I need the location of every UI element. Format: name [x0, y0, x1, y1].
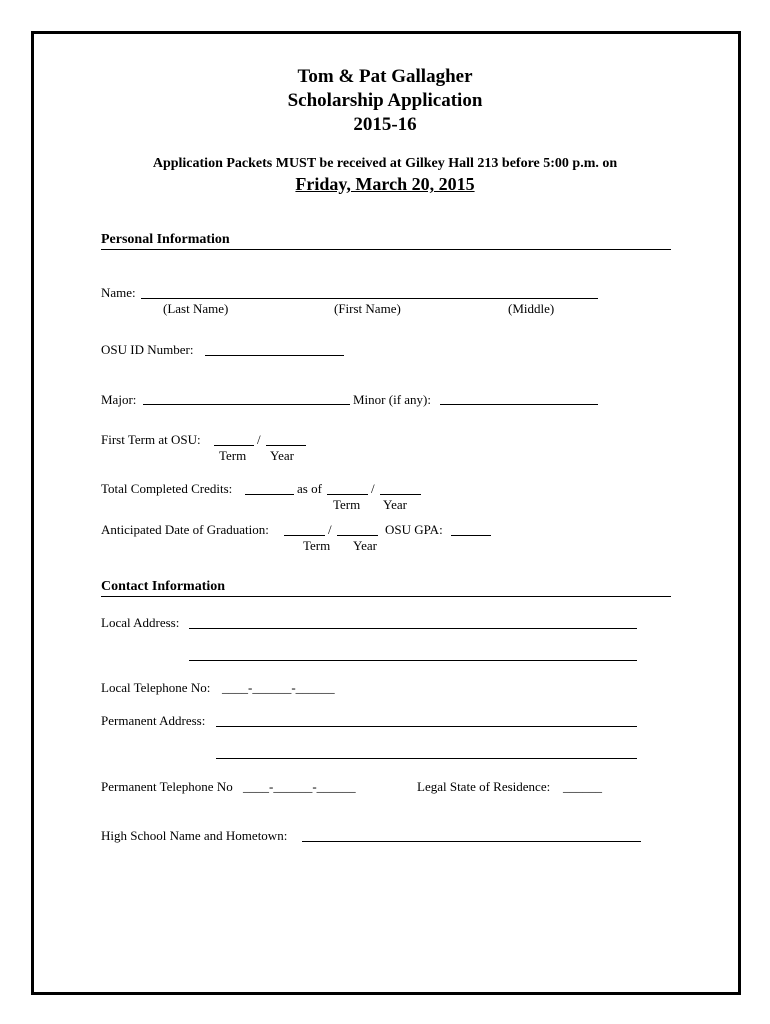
major-field[interactable]: [143, 404, 350, 405]
graduation-term-caption: Term: [303, 538, 331, 553]
high-school-label: High School Name and Hometown:: [101, 828, 288, 843]
local-address-label: Local Address:: [101, 615, 180, 630]
name-field[interactable]: [141, 298, 598, 299]
minor-label: Minor (if any):: [353, 392, 431, 407]
high-school-field[interactable]: [302, 841, 641, 842]
gpa-field[interactable]: [451, 535, 491, 536]
first-term-year-caption: Year: [270, 448, 294, 463]
graduation-year-field[interactable]: [337, 535, 378, 536]
local-address-field-2[interactable]: [189, 660, 637, 661]
first-term-year-field[interactable]: [266, 445, 306, 446]
minor-field[interactable]: [440, 404, 598, 405]
osu-id-field[interactable]: [205, 355, 344, 356]
major-label: Major:: [101, 392, 137, 407]
credits-label: Total Completed Credits:: [101, 481, 233, 496]
deadline-notice: Application Packets MUST be received at Gilkey Hall 213 before 5:00 p.m. on: [152, 156, 618, 171]
local-address-field-1[interactable]: [189, 628, 637, 629]
deadline-date: Friday, March 20, 2015: [295, 174, 475, 194]
form-title: Tom & Pat Gallagher: [297, 66, 473, 87]
osu-id-label: OSU ID Number:: [101, 342, 194, 357]
gpa-label: OSU GPA:: [385, 522, 443, 537]
credits-year-caption: Year: [383, 497, 407, 512]
graduation-year-caption: Year: [353, 538, 377, 553]
graduation-slash: /: [328, 522, 332, 537]
credits-as-of: as of: [297, 481, 322, 496]
name-label: Name:: [101, 285, 136, 300]
section-heading-contact: Contact Information: [101, 579, 226, 594]
graduation-label: Anticipated Date of Graduation:: [101, 522, 269, 537]
first-term-term-field[interactable]: [214, 445, 254, 446]
first-name-caption: (First Name): [334, 301, 401, 316]
residence-field[interactable]: ______: [563, 779, 602, 794]
credits-term-field[interactable]: [327, 494, 368, 495]
credits-year-field[interactable]: [380, 494, 421, 495]
credits-term-caption: Term: [333, 497, 361, 512]
permanent-phone-field[interactable]: ____-______-______: [243, 779, 356, 794]
section-divider: [101, 249, 671, 250]
section-divider: [101, 596, 671, 597]
first-term-term-caption: Term: [219, 448, 247, 463]
permanent-phone-label: Permanent Telephone No: [101, 779, 233, 794]
graduation-term-field[interactable]: [284, 535, 325, 536]
last-name-caption: (Last Name): [163, 301, 229, 316]
permanent-address-label: Permanent Address:: [101, 713, 206, 728]
permanent-address-field-2[interactable]: [216, 758, 637, 759]
form-subtitle: Scholarship Application: [287, 90, 483, 111]
residence-label: Legal State of Residence:: [417, 779, 551, 794]
credits-slash: /: [371, 481, 375, 496]
form-year: 2015-16: [353, 114, 417, 135]
local-phone-label: Local Telephone No:: [101, 680, 211, 695]
middle-name-caption: (Middle): [508, 301, 555, 316]
local-phone-field[interactable]: ____-______-______: [222, 680, 335, 695]
permanent-address-field-1[interactable]: [216, 726, 637, 727]
first-term-slash: /: [257, 432, 261, 447]
first-term-label: First Term at OSU:: [101, 432, 201, 447]
section-heading-personal: Personal Information: [101, 232, 230, 247]
credits-field[interactable]: [245, 494, 294, 495]
